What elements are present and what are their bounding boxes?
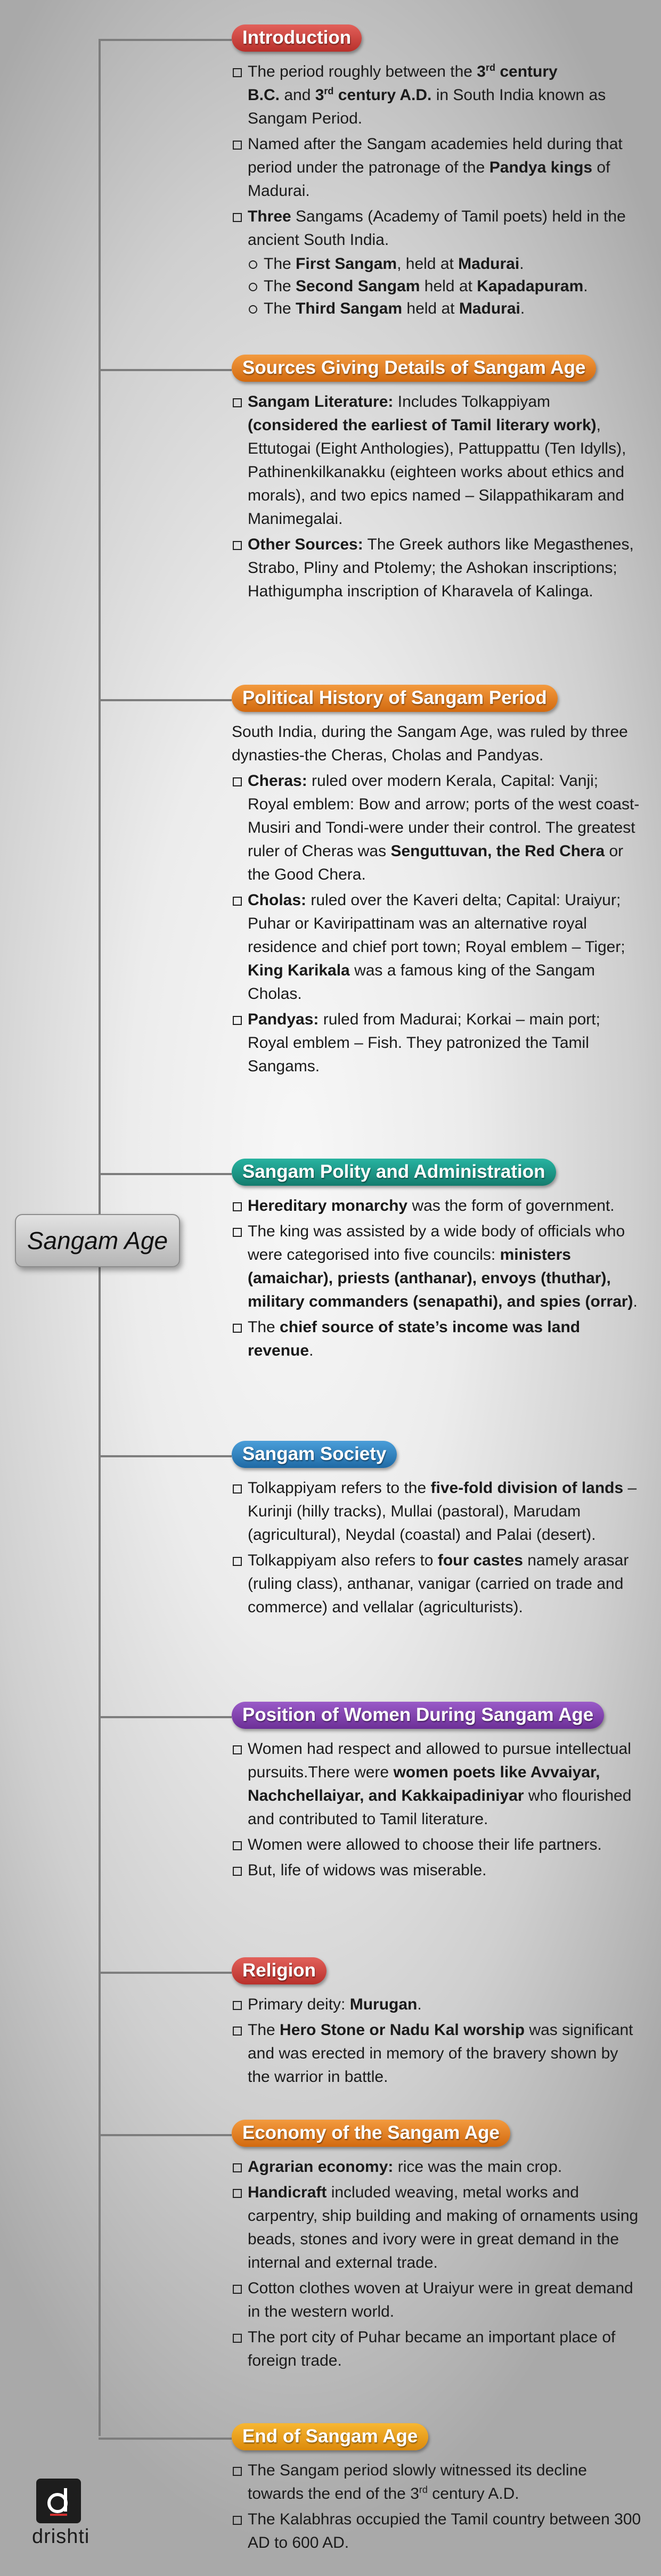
branch-line — [99, 699, 232, 701]
bullet: Three Sangams (Academy of Tamil poets) held in the ancient South India. The First Sangam, held at Madurai. The Second Sangam held at Kapadapuram. The Third Sangam held at Madurai. — [232, 205, 642, 320]
bullet: But, life of widows was miserable. — [232, 1859, 642, 1882]
section-society — [232, 1441, 642, 1621]
branch-line — [99, 2438, 232, 2440]
bullet: Primary deity: Murugan. — [232, 1993, 642, 2016]
logo-icon — [36, 2479, 81, 2523]
bullet: Tolkappiyam refers to the five-fold division of lands – Kurinji (hilly tracks), Mullai (pastoral), Marudam (agricultural), Neydal (coastal) and Palai (desert). — [232, 1476, 642, 1547]
section-polity — [232, 1159, 642, 1365]
bullet: Pandyas: ruled from Madurai; Korkai – main port; Royal emblem – Fish. They patronized the Tamil Sangams. — [232, 1008, 642, 1078]
section-title: Sangam Society — [232, 1441, 397, 1468]
bullet: The Kalabhras occupied the Tamil country between 300 AD to 600 AD. — [232, 2508, 642, 2555]
section-title: Introduction — [232, 24, 362, 52]
section-introduction — [232, 24, 642, 322]
bullet: The port city of Puhar became an important place of foreign trade. — [232, 2326, 642, 2373]
sub-bullet: The Second Sangam held at Kapadapuram. — [248, 275, 642, 298]
bullet: Tolkappiyam also refers to four castes namely arasar (ruling class), anthanar, vanigar (carried on trade and commerce) and vellalar (agriculturists). — [232, 1549, 642, 1619]
branch-line — [99, 1173, 232, 1175]
sub-bullet: The First Sangam, held at Madurai. — [248, 253, 642, 275]
branch-line — [99, 369, 232, 371]
bullet: Other Sources: The Greek authors like Megasthenes, Strabo, Pliny and Ptolemy; the Ashokan inscriptions; Hathigumpha inscription of Kharavela of Kalinga. — [232, 533, 642, 603]
branch-line — [99, 1455, 232, 1457]
branch-line — [99, 2134, 232, 2136]
brand-logo — [32, 2479, 96, 2548]
section-women — [232, 1702, 642, 1884]
bullet: Cheras: ruled over modern Kerala, Capital: Vanji; Royal emblem: Bow and arrow; ports of the west coast-Musiri and Tondi-were under their control. The greatest ruler of Cheras was Senguttuvan, the Red Chera or the Good Chera. — [232, 769, 642, 887]
bullet: Women were allowed to choose their life partners. — [232, 1833, 642, 1857]
bullet: The chief source of state’s income was land revenue. — [232, 1316, 642, 1363]
section-title: Political History of Sangam Period — [232, 685, 558, 712]
root-label: Sangam Age — [27, 1227, 168, 1254]
bullet: Agrarian economy: rice was the main crop. — [232, 2155, 642, 2179]
section-sources — [232, 355, 642, 605]
bullet: The Hero Stone or Nadu Kal worship was significant and was erected in memory of the bravery shown by the warrior in battle. — [232, 2019, 642, 2089]
branch-line — [99, 39, 232, 41]
section-title: Economy of the Sangam Age — [232, 2120, 510, 2147]
branch-line — [99, 1716, 232, 1718]
sub-bullet: The Third Sangam held at Madurai. — [248, 298, 642, 320]
section-intro: South India, during the Sangam Age, was ruled by three dynasties-the Cheras, Cholas and Pandyas. — [232, 723, 628, 764]
bullet: The period roughly between the 3rd century B.C. and 3rd century A.D. in South India known as Sangam Period. — [232, 60, 642, 130]
bullet: Cotton clothes woven at Uraiyur were in great demand in the western world. — [232, 2277, 642, 2324]
root-node — [15, 1214, 180, 1267]
bullet: The king was assisted by a wide body of officials who were categorised into five councils: ministers (amaichar), priests (anthanar), envoys (thuthar), military commanders (senapathi), and spies (orrar). — [232, 1220, 642, 1314]
section-title: Position of Women During Sangam Age — [232, 1702, 604, 1729]
section-title: Sources Giving Details of Sangam Age — [232, 355, 596, 382]
logo-text: drishti — [32, 2525, 90, 2548]
section-political-history — [232, 685, 642, 1080]
section-title: Religion — [232, 1957, 327, 1984]
bullet: Sangam Literature: Includes Tolkappiyam (considered the earliest of Tamil literary work), Ettutogai (Eight Anthologies), Pattuppattu (Ten Idylls), Pathinenkilkanakku (eighteen works about ethics and morals), and two epics named – Silappathikaram and Manimegalai. — [232, 390, 642, 531]
section-economy — [232, 2120, 642, 2375]
bullet: Hereditary monarchy was the form of government. — [232, 1194, 642, 1218]
bullet: Handicraft included weaving, metal works and carpentry, ship building and making of ornaments using beads, stones and ivory were in great demand in the internal and external trade. — [232, 2181, 642, 2275]
bullet: Women had respect and allowed to pursue intellectual pursuits.There were women poets like Avvaiyar, Nachchellaiyar, and Kakkaipadiniyar who flourished and contributed to Tamil literature. — [232, 1737, 642, 1831]
bullet: Cholas: ruled over the Kaveri delta; Capital: Uraiyur; Puhar or Kaviripattinam was an alternative royal residence and chief port town; Royal emblem – Tiger; King Karikala was a famous king of the Sangam Cholas. — [232, 889, 642, 1006]
section-end — [232, 2423, 642, 2557]
section-title: Sangam Polity and Administration — [232, 1159, 556, 1186]
section-title: End of Sangam Age — [232, 2423, 428, 2450]
bullet: The Sangam period slowly witnessed its decline towards the end of the 3rd century A.D. — [232, 2459, 642, 2506]
branch-line — [99, 1972, 232, 1974]
bullet: Named after the Sangam academies held during that period under the patronage of the Pandya kings of Madurai. — [232, 133, 642, 203]
section-religion — [232, 1957, 642, 2091]
